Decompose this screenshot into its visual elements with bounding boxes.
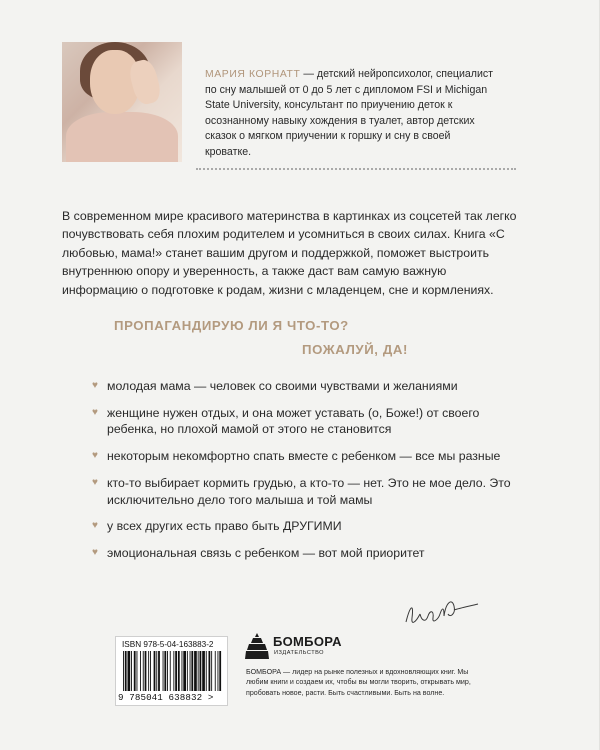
author-bio <box>205 67 495 160</box>
dotted-divider <box>196 168 516 170</box>
bombora-logo-icon <box>245 632 269 660</box>
list-item: ♥ женщине нужен отдых, и она может уставать (о, Боже!) от своего ребенка, но плохой мамой от этого не становится <box>92 405 480 437</box>
heart-bullet-icon: ♥ <box>92 547 98 559</box>
list-item: ♥ эмоциональная связь с ребенком — вот мой приоритет <box>92 546 425 561</box>
list-item: ♥ некоторым некомфортно спать вместе с ребенком — все мы разные <box>92 449 501 464</box>
isbn-barcode <box>115 636 228 706</box>
heart-bullet-icon: ♥ <box>92 520 98 532</box>
author-signature <box>400 592 482 634</box>
author-name: МАРИЯ КОРНАТТ <box>205 69 301 80</box>
list-item: ♥ молодая мама — человек со своими чувствами и желаниями <box>92 379 458 393</box>
barcode-digits: 9 785041 638832 > <box>118 692 214 703</box>
intro-paragraph: В современном мире красивого материнства в картинках из соцсетей так легко почувствовать себя плохим родителем и усомниться в своих силах. Книга «С любовью, мама!» станет вашим другом и поддержкой, поможет выстроить внутреннюю опору и уверенность, а также даст вам самую важную информацию о подготовке к родам, жизни с младенцем, сне и кормлениях. <box>62 209 517 297</box>
heart-bullet-icon: ♥ <box>92 450 98 462</box>
list-item: ♥ кто-то выбирает кормить грудью, а кто-то — нет. Это не мое дело. Это исключительно дело того малыша и той мамы <box>92 476 511 507</box>
author-photo <box>62 42 182 162</box>
headline-question: ПРОПАГАНДИРУЮ ЛИ Я ЧТО-ТО? <box>114 318 349 333</box>
author-bio-text: — детский нейропсихолог, специалист по сну малышей от 0 до 5 лет с дипломом FSI и Michigan State University, консультант по приучению деток к осознанному навыку хождения в туалет, автор детских сказок о мягком приучении к горшку и сну в своей кроватке. <box>205 68 494 158</box>
publisher-subtitle: ИЗДАТЕЛЬСТВО <box>274 650 325 656</box>
values-list <box>92 378 512 572</box>
heart-bullet-icon: ♥ <box>92 380 98 391</box>
publisher-name: БОМБОРА <box>273 634 342 649</box>
publisher-description: БОМБОРА — лидер на рынке полезных и вдохновляющих книг. Мы любим книги и создаем их, чтобы вы могли творить, открывать мир, пробовать новое, расти. Быть счастливыми. Быть на волне. <box>246 668 471 697</box>
barcode <box>123 651 222 691</box>
headline-answer: ПОЖАЛУЙ, ДА! <box>302 342 408 357</box>
isbn-label: ISBN 978-5-04-163883-2 <box>122 640 214 649</box>
list-item: ♥ у всех других есть право быть ДРУГИМИ <box>92 519 342 534</box>
heart-bullet-icon: ♥ <box>92 406 98 418</box>
heart-bullet-icon: ♥ <box>92 477 98 489</box>
